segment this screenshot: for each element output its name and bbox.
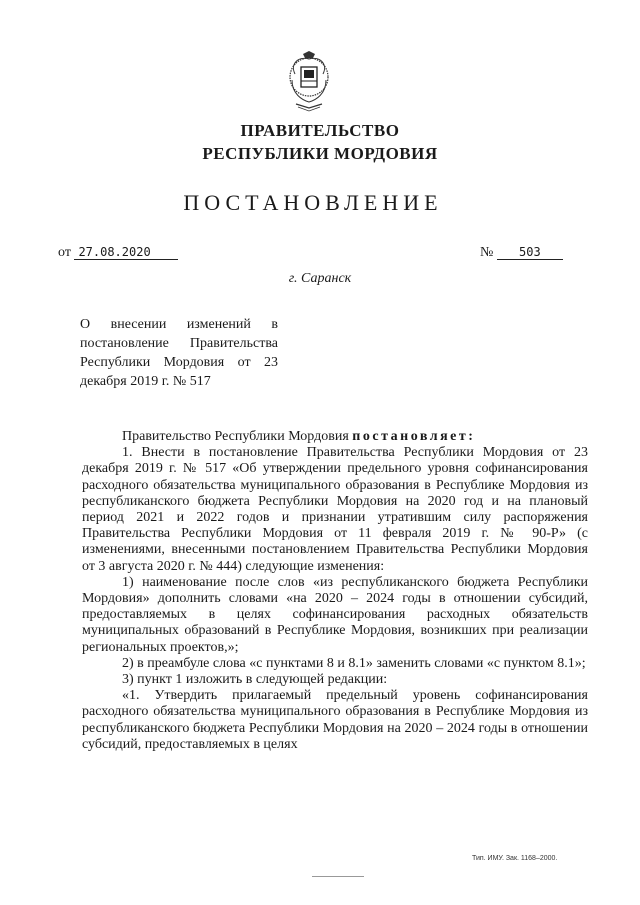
number-prefix: № — [480, 245, 494, 260]
bottom-rule — [312, 876, 364, 877]
paragraph-5: «1. Утвердить прилагаемый предельный уровень софинансирования расходного обязательства муниципального образования в Республике Мордовия из республиканского бюджета Республики Мордовия на 2020 – 2024 годы в отношении субсидий, предоставляемых в целях — [82, 688, 588, 752]
number-field — [480, 245, 563, 261]
date-value: 27.08.2020 — [74, 245, 178, 260]
print-info: Тип. ИМУ. Зак. 1168–2000. — [472, 855, 558, 862]
paragraph-4: 3) пункт 1 изложить в следующей редакции: — [122, 672, 388, 688]
document-body — [82, 429, 588, 753]
government-title-line1: ПРАВИТЕЛЬСТВО — [240, 121, 400, 140]
city: г. Саранск — [288, 271, 352, 286]
document-subject: О внесении изменений в постановление Правительства Республики Мордовия от 23 декабря 2019 г. № 517 — [80, 317, 278, 389]
date-field — [58, 245, 178, 261]
intro-text: Правительство Республики Мордовия — [122, 429, 353, 444]
document-type-title: ПОСТАНОВЛЕНИЕ — [183, 190, 443, 215]
paragraph-2: 1) наименование после слов «из республиканского бюджета Республики Мордовия» дополнить словами «на 2020 – 2024 годы в отношении субсидий, предоставляемых в целях софинансирования расходных обязательств муниципальных образований в Республике Мордовия, возникших при реализации региональных проектов,»; — [82, 574, 588, 655]
government-title-line2: РЕСПУБЛИКИ МОРДОВИЯ — [202, 144, 438, 163]
number-value: 503 — [497, 245, 563, 260]
intro-resolves: постановляет: — [352, 429, 476, 444]
intro-paragraph — [82, 429, 588, 445]
paragraph-1: 1. Внести в постановление Правительства Республики Мордовия от 23 декабря 2019 г. № 517 «Об утверждении предельного уровня софинансирования расходного обязательства муниципального образования в Республике Мордовия из республиканского бюджета Республики Мордовия на 2020 год и на плановый период 2021 и 2022 годов и признании утратившим силу распоряжения Правительства Республики Мордовия от 11 февраля 2019 г. № 90-Р» (с изменениями, внесенными постановлением Правительства Республики Мордовия от 3 августа 2020 г. № 444) следующие изменения: — [82, 445, 588, 574]
date-prefix: от — [58, 245, 71, 260]
coat-of-arms-emblem — [286, 50, 332, 112]
paragraph-3: 2) в преамбуле слова «с пунктами 8 и 8.1» заменить словами «с пунктом 8.1»; — [122, 655, 586, 671]
